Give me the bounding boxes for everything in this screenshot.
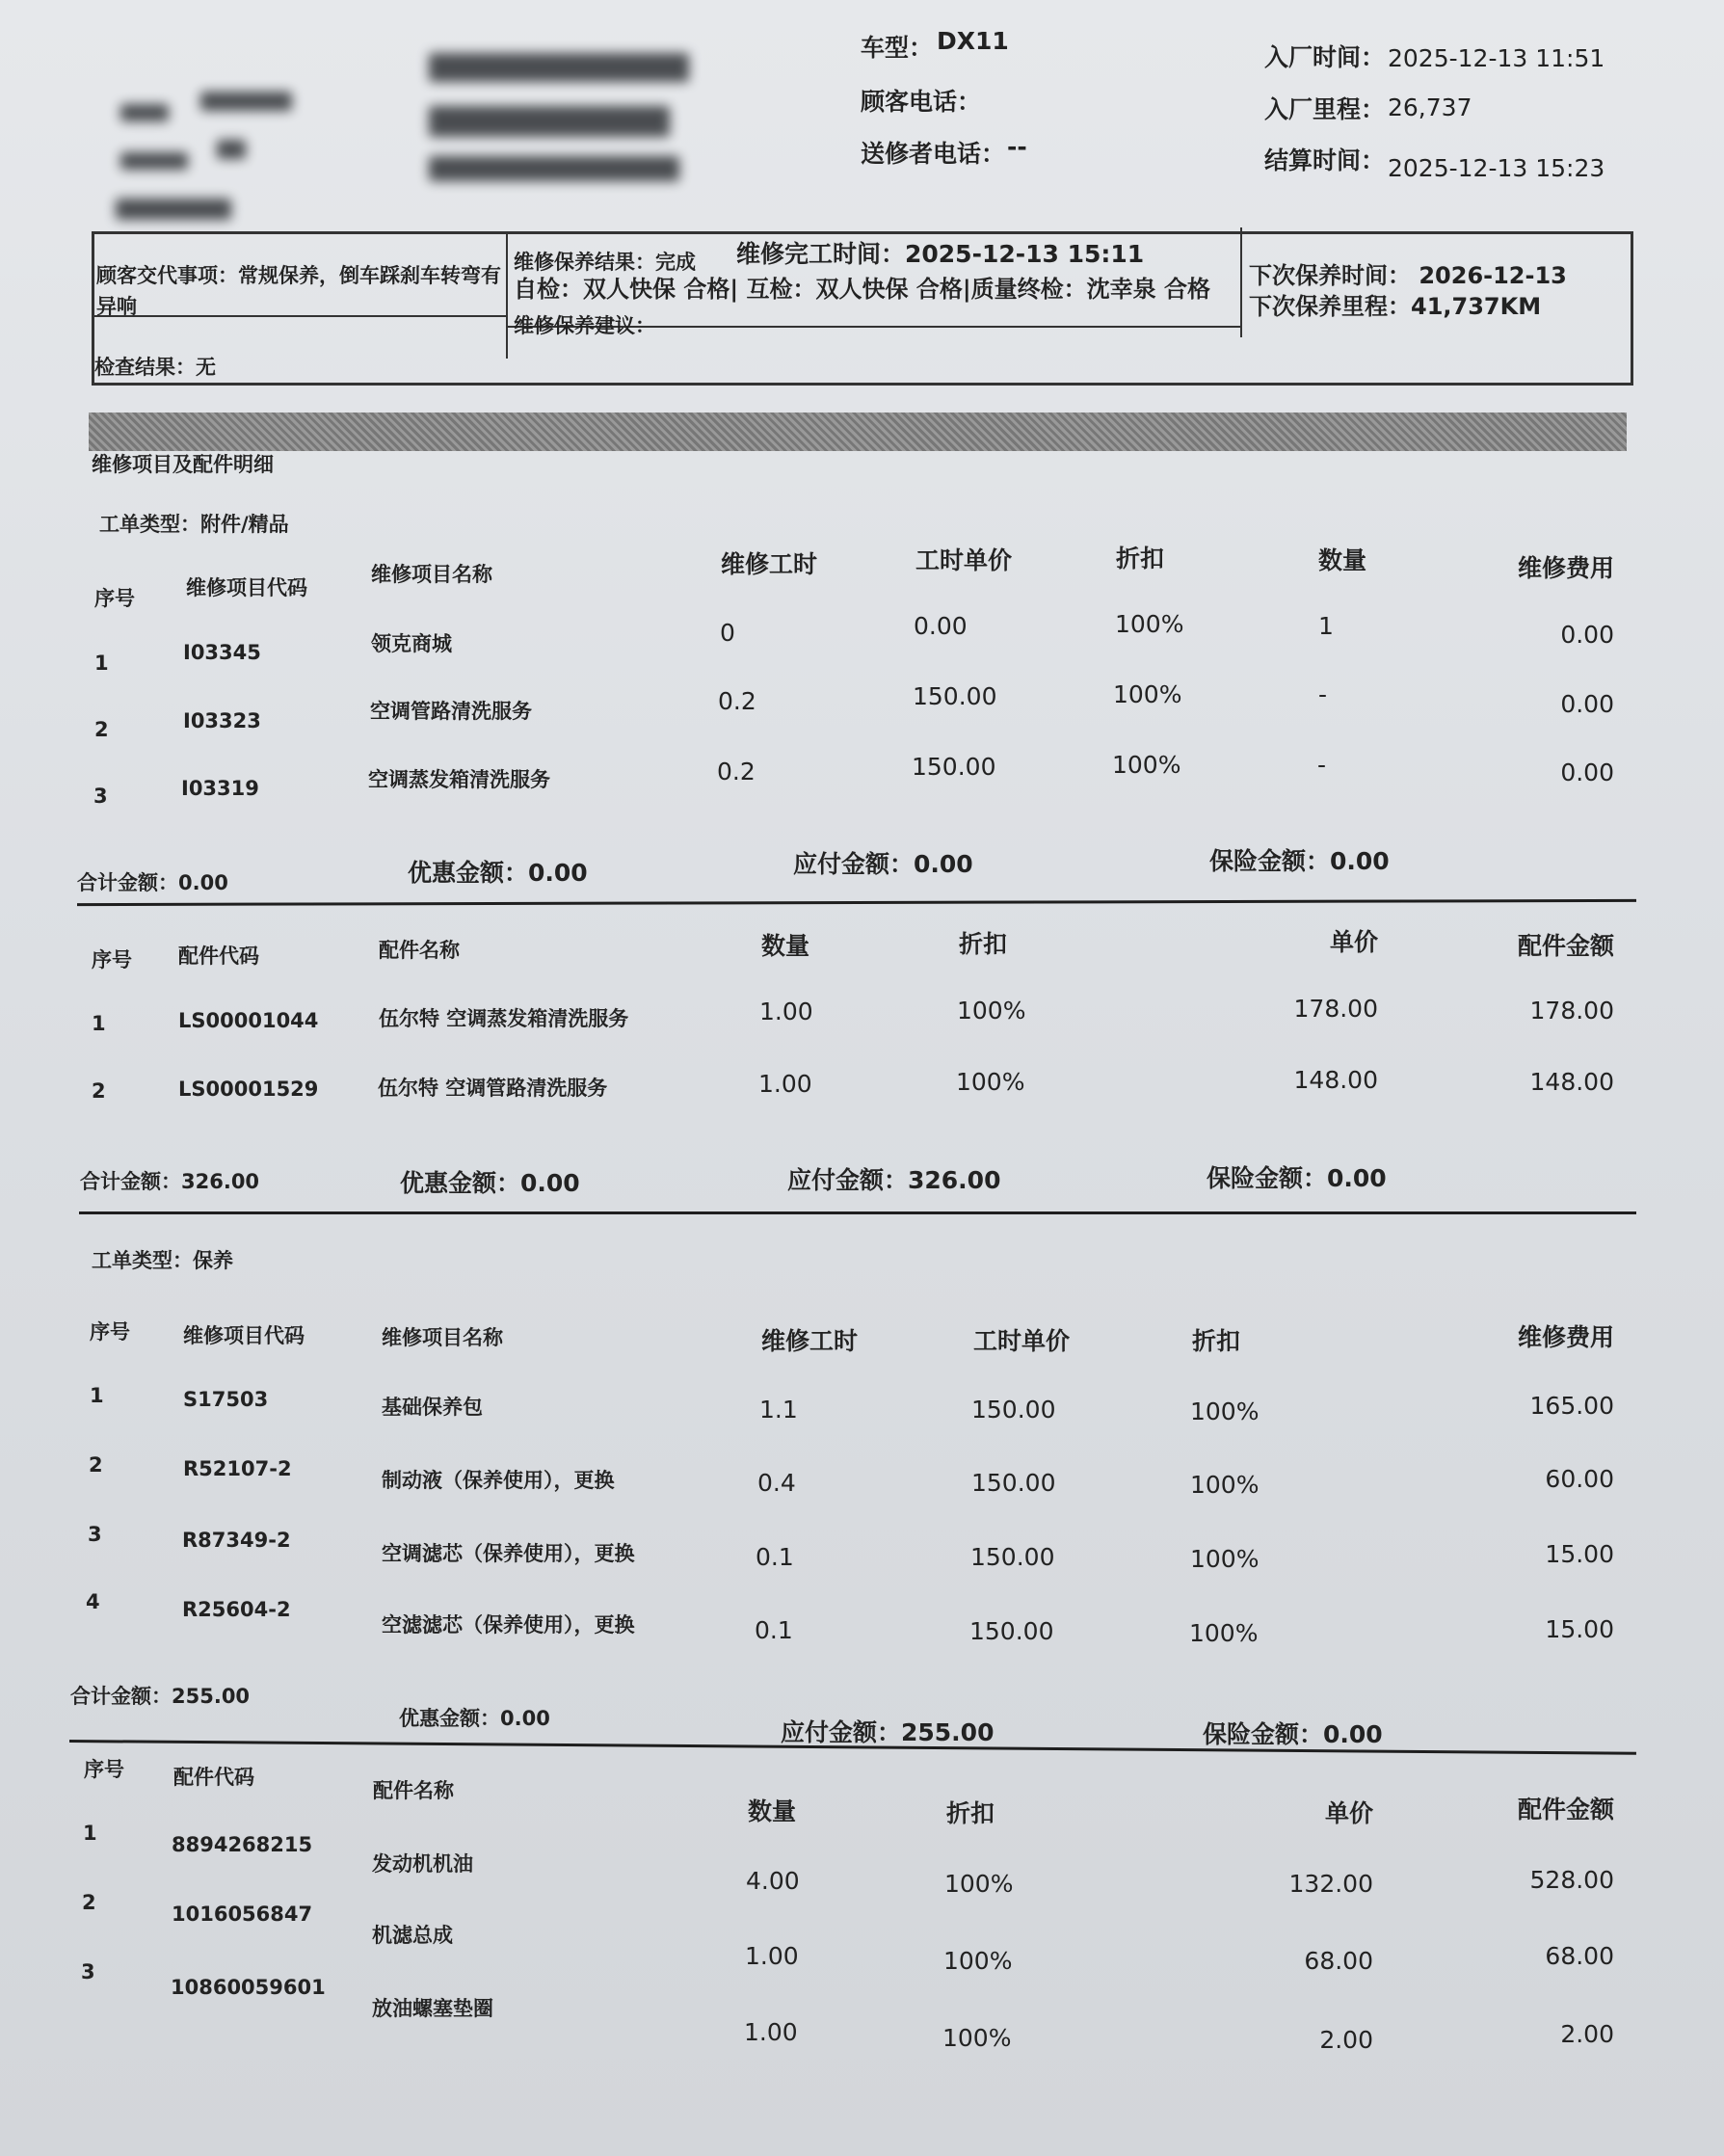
cell-amount: 2.00 xyxy=(1560,2020,1614,2048)
cell-hours: 0.2 xyxy=(718,687,756,715)
col-header: 维修项目代码 xyxy=(183,1324,305,1347)
model-value: DX11 xyxy=(937,27,1009,55)
cell-unit-price: 178.00 xyxy=(1293,995,1378,1023)
cell-code: R87349-2 xyxy=(182,1529,291,1552)
cell-index: 2 xyxy=(94,718,109,741)
col-header: 单价 xyxy=(1324,1799,1373,1827)
cell-discount: 100% xyxy=(942,2024,1012,2052)
cell-name: 发动机机油 xyxy=(372,1852,473,1876)
cell-index: 2 xyxy=(92,1079,106,1103)
col-header: 维修费用 xyxy=(1517,1323,1614,1351)
cell-rate: 150.00 xyxy=(913,682,997,710)
cell-code: S17503 xyxy=(183,1388,269,1411)
cell-unit-price: 2.00 xyxy=(1319,2026,1373,2054)
cell-hours: 0.2 xyxy=(717,758,756,785)
col-header: 单价 xyxy=(1329,928,1378,956)
cell-index: 1 xyxy=(94,652,109,675)
col-header: 数量 xyxy=(1318,546,1367,574)
col-header: 配件代码 xyxy=(173,1766,254,1789)
insurance-amount: 保险金额：0.00 xyxy=(1203,1720,1383,1748)
customer-notes: 顾客交代事项：常规保养，倒车踩刹车转弯有异响 xyxy=(96,264,501,318)
col-header: 维修项目代码 xyxy=(186,576,307,599)
redacted-block xyxy=(200,92,292,111)
entry-time-label: 入厂时间： xyxy=(1264,43,1386,71)
cell-fee: 60.00 xyxy=(1545,1465,1614,1493)
settle-time-value: 2025-12-13 15:23 xyxy=(1388,154,1605,182)
payable-amount: 应付金额：255.00 xyxy=(781,1718,995,1746)
cell-name: 伍尔特 空调蒸发箱清洗服务 xyxy=(379,1007,629,1030)
col-header: 折扣 xyxy=(946,1799,995,1827)
cell-unit-price: 148.00 xyxy=(1293,1066,1378,1094)
cell-name: 放油螺塞垫圈 xyxy=(372,1997,493,2020)
cell-rate: 150.00 xyxy=(969,1617,1054,1645)
cell-rate: 150.00 xyxy=(912,753,996,781)
section-band xyxy=(89,413,1627,451)
discount-amount: 优惠金额：0.00 xyxy=(408,859,588,887)
cell-rate: 150.00 xyxy=(971,1469,1056,1497)
cell-discount: 100% xyxy=(1190,1471,1260,1499)
total-amount: 合计金额：255.00 xyxy=(70,1685,251,1708)
discount-amount: 优惠金额：0.00 xyxy=(400,1169,580,1197)
cell-amount: 148.00 xyxy=(1529,1068,1614,1096)
cell-index: 4 xyxy=(86,1590,100,1613)
col-header: 序号 xyxy=(94,587,135,610)
inspection-result: 检查结果：无 xyxy=(94,356,216,379)
cell-name: 空调蒸发箱清洗服务 xyxy=(368,768,550,791)
cell-fee: 165.00 xyxy=(1529,1392,1614,1420)
cell-index: 2 xyxy=(89,1453,103,1477)
section-title: 维修项目及配件明细 xyxy=(92,453,274,476)
col-header: 维修项目名称 xyxy=(382,1326,503,1349)
col-header: 配件名称 xyxy=(379,939,460,962)
customer-phone-label: 顾客电话： xyxy=(861,88,982,116)
cell-index: 2 xyxy=(82,1891,96,1914)
cell-qty: 1.00 xyxy=(759,998,813,1025)
col-header: 折扣 xyxy=(959,930,1008,958)
cell-discount: 100% xyxy=(944,1870,1014,1898)
cell-name: 基础保养包 xyxy=(382,1396,483,1419)
entry-time-value: 2025-12-13 11:51 xyxy=(1388,44,1605,72)
redacted-block xyxy=(429,156,679,181)
quality-checks: 自检：双人快保 合格| 互检：双人快保 合格|质量终检：沈幸泉 合格 xyxy=(514,276,1210,303)
insurance-amount: 保险金额：0.00 xyxy=(1207,1164,1387,1192)
sender-phone-value: -- xyxy=(1007,133,1027,161)
total-amount: 合计金额：326.00 xyxy=(80,1170,260,1193)
cell-qty: 4.00 xyxy=(746,1867,800,1895)
cell-code: 10860059601 xyxy=(171,1976,326,1999)
box-divider xyxy=(1240,227,1242,337)
cell-amount: 68.00 xyxy=(1545,1942,1614,1970)
cell-index: 1 xyxy=(92,1012,106,1035)
col-header: 配件代码 xyxy=(178,945,259,968)
divider xyxy=(77,899,1636,906)
box-divider xyxy=(506,233,508,359)
cell-name: 空滤滤芯（保养使用），更换 xyxy=(382,1613,635,1637)
cell-index: 1 xyxy=(90,1384,104,1407)
total-amount: 合计金额：0.00 xyxy=(77,871,228,894)
cell-discount: 100% xyxy=(943,1947,1013,1975)
cell-name: 空调滤芯（保养使用），更换 xyxy=(382,1542,635,1565)
cell-code: 1016056847 xyxy=(172,1903,313,1926)
cell-hours: 0.1 xyxy=(756,1543,794,1571)
cell-discount: 100% xyxy=(957,997,1026,1025)
payable-amount: 应付金额：0.00 xyxy=(793,850,973,878)
col-header: 工时单价 xyxy=(973,1327,1071,1355)
service-suggestion: 维修保养建议： xyxy=(514,314,655,337)
cell-index: 3 xyxy=(81,1960,95,1983)
col-header: 序号 xyxy=(90,1320,130,1344)
cell-index: 1 xyxy=(83,1822,97,1845)
order-type-2: 工单类型：保养 xyxy=(92,1249,233,1272)
cell-code: I03345 xyxy=(183,641,261,664)
cell-hours: 0.4 xyxy=(757,1469,796,1497)
cell-code: R52107-2 xyxy=(183,1457,292,1480)
cell-qty: 1.00 xyxy=(745,1942,799,1970)
col-header: 配件金额 xyxy=(1517,1796,1614,1823)
cell-code: I03319 xyxy=(181,777,259,800)
cell-qty: 1.00 xyxy=(744,2018,798,2046)
cell-code: LS00001529 xyxy=(178,1078,319,1101)
cell-fee: 15.00 xyxy=(1545,1615,1614,1643)
col-header: 数量 xyxy=(761,932,810,960)
cell-rate: 150.00 xyxy=(970,1543,1055,1571)
settle-time-label: 结算时间： xyxy=(1264,146,1386,174)
cell-discount: 100% xyxy=(956,1068,1025,1096)
col-header: 维修工时 xyxy=(721,550,818,578)
next-service-mileage: 下次保养里程：41,737KM xyxy=(1249,293,1542,320)
cell-hours: 1.1 xyxy=(759,1396,798,1424)
insurance-amount: 保险金额：0.00 xyxy=(1209,847,1390,875)
cell-discount: 100% xyxy=(1113,680,1182,708)
cell-code: 8894268215 xyxy=(172,1833,313,1856)
cell-name: 伍尔特 空调管路清洗服务 xyxy=(378,1077,608,1100)
cell-unit-price: 132.00 xyxy=(1288,1870,1373,1898)
cell-discount: 100% xyxy=(1115,610,1184,638)
cell-qty: 1.00 xyxy=(758,1070,812,1098)
cell-index: 3 xyxy=(93,785,108,808)
cell-fee: 0.00 xyxy=(1560,690,1614,718)
service-result: 维修保养结果：完成 xyxy=(514,251,696,274)
model-label: 车型： xyxy=(861,34,934,62)
finish-time: 维修完工时间：2025-12-13 15:11 xyxy=(736,240,1145,268)
redacted-block xyxy=(217,140,246,159)
cell-amount: 528.00 xyxy=(1529,1866,1614,1894)
col-header: 数量 xyxy=(748,1797,797,1825)
cell-fee: 0.00 xyxy=(1560,759,1614,786)
cell-qty: - xyxy=(1318,680,1328,708)
cell-discount: 100% xyxy=(1190,1545,1260,1573)
redacted-block xyxy=(116,199,231,220)
cell-code: LS00001044 xyxy=(178,1009,319,1032)
col-header: 折扣 xyxy=(1192,1327,1241,1355)
col-header: 维修费用 xyxy=(1517,554,1614,582)
cell-discount: 100% xyxy=(1190,1397,1260,1425)
col-header: 维修工时 xyxy=(761,1327,859,1355)
cell-amount: 178.00 xyxy=(1529,997,1614,1025)
cell-name: 空调管路清洗服务 xyxy=(370,700,532,723)
cell-rate: 0.00 xyxy=(914,612,968,640)
redacted-block xyxy=(429,53,689,82)
cell-hours: 0 xyxy=(720,619,735,647)
entry-mileage-value: 26,737 xyxy=(1388,93,1472,121)
redacted-block xyxy=(120,152,188,170)
payable-amount: 应付金额：326.00 xyxy=(787,1166,1001,1194)
redacted-block xyxy=(120,104,169,121)
cell-hours: 0.1 xyxy=(755,1616,793,1644)
redacted-block xyxy=(429,106,670,137)
cell-qty: - xyxy=(1317,751,1327,779)
col-header: 序号 xyxy=(92,948,132,972)
col-header: 配件金额 xyxy=(1517,932,1614,960)
cell-fee: 0.00 xyxy=(1560,621,1614,649)
cell-name: 制动液（保养使用），更换 xyxy=(382,1469,615,1492)
order-type-1: 工单类型：附件/精品 xyxy=(99,513,289,536)
cell-discount: 100% xyxy=(1112,751,1181,779)
col-header: 配件名称 xyxy=(373,1779,454,1802)
col-header: 序号 xyxy=(84,1758,124,1781)
next-service-time: 下次保养时间： 2026-12-13 xyxy=(1249,262,1567,289)
cell-qty: 1 xyxy=(1318,612,1334,640)
cell-name: 领克商城 xyxy=(371,632,452,655)
col-header: 维修项目名称 xyxy=(371,563,492,586)
cell-unit-price: 68.00 xyxy=(1304,1947,1373,1975)
cell-rate: 150.00 xyxy=(971,1396,1056,1424)
discount-amount: 优惠金额：0.00 xyxy=(399,1707,550,1730)
cell-name: 机滤总成 xyxy=(372,1924,453,1947)
cell-discount: 100% xyxy=(1189,1619,1259,1647)
cell-index: 3 xyxy=(88,1523,102,1546)
sender-phone-label: 送修者电话： xyxy=(861,140,1006,168)
cell-code: I03323 xyxy=(183,709,261,732)
cell-fee: 15.00 xyxy=(1545,1540,1614,1568)
cell-code: R25604-2 xyxy=(182,1598,291,1621)
col-header: 折扣 xyxy=(1116,545,1165,572)
entry-mileage-label: 入厂里程： xyxy=(1264,95,1386,123)
col-header: 工时单价 xyxy=(915,546,1013,574)
divider xyxy=(79,1211,1636,1214)
